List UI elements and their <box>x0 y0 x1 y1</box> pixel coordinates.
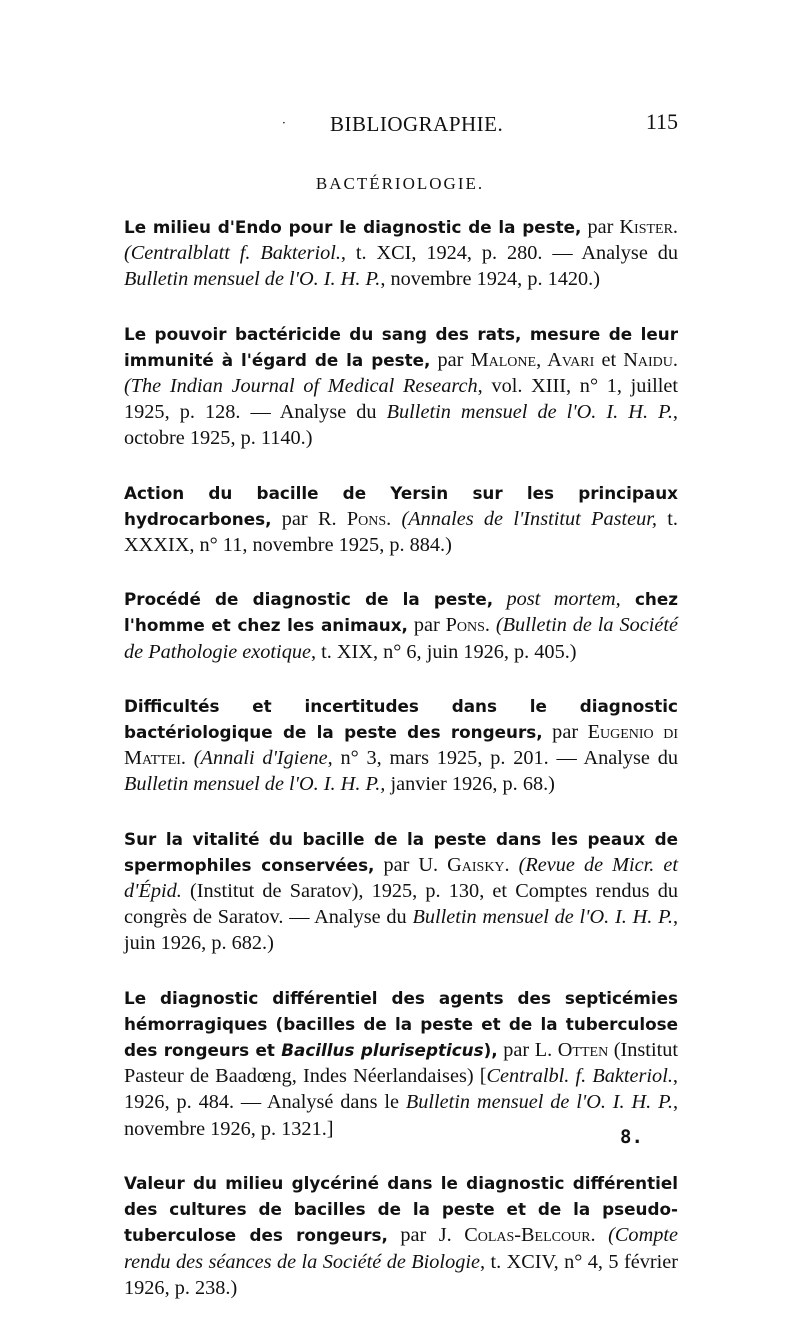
entry-journal: (Revue de Micr. et d'Épid. <box>124 853 679 903</box>
entry-author: Naidu. <box>623 348 678 371</box>
entry-author: Pons. <box>346 507 392 530</box>
bibliography-list <box>124 214 678 1329</box>
entry-reference: , novembre 1924, p. 1420.) <box>380 268 600 291</box>
entry-author: Otten <box>557 1039 609 1062</box>
entry-title: chez l'homme et chez les animaux, <box>124 589 678 636</box>
entry-by: par <box>581 216 620 238</box>
entry-journal: (Compte rendu des séances de la Société de Biologie <box>124 1224 678 1273</box>
entry-title: ), <box>483 1040 498 1061</box>
entry-reference: , vol. XIII, n° 1, juillet 1925, p. 128. — Analyse du <box>124 375 678 424</box>
entry-reference: (Institut de Saratov), 1925, p. 130, et Comptes rendus du congrès de Saratov. — Analyse du <box>124 880 678 929</box>
header-dot: · <box>282 116 286 130</box>
entry-reference: , novembre 1926, p. 1321.] <box>124 1091 679 1140</box>
bibliography-entry <box>124 586 678 665</box>
bibliography-entry <box>124 1170 678 1301</box>
entry-author: Gaisky. <box>447 853 510 876</box>
entry-by: par <box>407 614 446 637</box>
entry-title: Sur la vitalité du bacille de la peste dans les peaux de spermophiles conservées, <box>124 828 678 875</box>
entry-reference: , juin 1926, p. 682.) <box>124 906 679 955</box>
entry-journal: Bulletin mensuel de l'O. I. H. P., <box>124 773 386 796</box>
entry-journal: (The Indian Journal of Medical Research <box>124 375 478 398</box>
running-head <box>0 109 800 142</box>
entry-reference: , n° 3, mars 1925, p. 201. — Analyse du <box>327 747 679 770</box>
entry-journal: (Annali d'Igiene <box>193 747 328 770</box>
entry-journal: Bulletin mensuel de l'O. I. H. P. <box>405 1091 673 1114</box>
bibliography-entry <box>124 985 678 1142</box>
entry-title: Difficultés et incertitudes dans le diagnostic bactériologique de la peste des rongeurs, <box>124 695 678 743</box>
entry-author: Colas-Belcour. <box>464 1224 596 1247</box>
entry-author: Pons. <box>445 614 490 637</box>
bibliography-entry <box>124 693 678 798</box>
entry-journal: Bulletin mensuel de l'O. I. H. P. <box>386 401 673 424</box>
bibliography-entry <box>124 214 678 293</box>
entry-title: Le diagnostic différentiel des agents des septicémies hémorragiques (bacilles de la peste et de la tuberculose des rongeurs et <box>124 987 678 1061</box>
entry-title-italic: post mortem, <box>493 588 621 611</box>
entry-reference: , 1926, p. 484. — Analysé dans le <box>124 1065 678 1114</box>
signature-mark: 8. <box>620 1126 643 1148</box>
bibliography-entry <box>124 480 678 559</box>
entry-by: par <box>542 721 588 744</box>
entry-journal: Bulletin mensuel de l'O. I. H. P. <box>124 268 381 291</box>
entry-title: Procédé de diagnostic de la peste, <box>124 589 494 610</box>
entry-journal: Bulletin mensuel de l'O. I. H. P. <box>412 906 673 929</box>
running-title: BIBLIOGRAPHIE. <box>330 112 504 136</box>
entry-title-italic: Bacillus plurisepticus <box>281 1040 484 1061</box>
entry-and: et <box>594 348 624 371</box>
entry-journal: (Annales de l'Institut Pasteur, <box>401 507 657 530</box>
entry-author: Malone, Avari <box>470 348 595 371</box>
entry-title: Le milieu d'Endo pour le diagnostic de la peste, <box>124 217 582 237</box>
entry-by: par R. <box>271 507 347 530</box>
entry-author: Eugenio di Mattei. <box>124 721 678 770</box>
entry-reference: , t. XCI, 1924, p. 280. — Analyse du <box>340 242 678 265</box>
entry-journal: Centralbl. f. Bakteriol. <box>486 1065 673 1088</box>
entry-author: Kister. <box>619 216 678 238</box>
bibliography-entry <box>124 321 678 452</box>
entry-by: par <box>430 348 471 371</box>
entry-reference: (Institut Pasteur de Baadœng, Indes Néerlandaises) [ <box>124 1039 678 1088</box>
entry-journal: (Bulletin de la Société de Pathologie exotique <box>124 614 679 663</box>
entry-reference: , t. XIX, n° 6, juin 1926, p. 405.) <box>310 640 577 663</box>
entry-reference: , t. XCIV, n° 4, 5 février 1926, p. 238.) <box>124 1250 679 1299</box>
entry-reference: , octobre 1925, p. 1140.) <box>124 401 678 450</box>
entry-journal: (Centralblatt f. Bakteriol. <box>124 242 341 265</box>
entry-title: Le pouvoir bactéricide du sang des rats, mesure de leur immunité à l'égard de la peste, <box>124 323 678 370</box>
section-title: BACTÉRIOLOGIE. <box>315 174 485 193</box>
entry-by: par U. <box>374 853 448 876</box>
entry-reference: janvier 1926, p. 68.) <box>385 773 555 796</box>
page-number: 115 <box>645 109 678 134</box>
entry-title: Valeur du milieu glycériné dans le diagnostic différentiel des cultures de bacilles de la peste et de la pseudo-tuberculose des rongeurs, <box>124 1172 678 1246</box>
entry-by: par J. <box>387 1224 465 1247</box>
entry-title: Action du bacille de Yersin sur les principaux hydrocarbones, <box>124 482 678 529</box>
bibliography-entry <box>124 826 678 957</box>
entry-by: par L. <box>497 1039 558 1062</box>
entry-reference: t. XXXIX, n° 11, novembre 1925, p. 884.) <box>124 507 678 557</box>
